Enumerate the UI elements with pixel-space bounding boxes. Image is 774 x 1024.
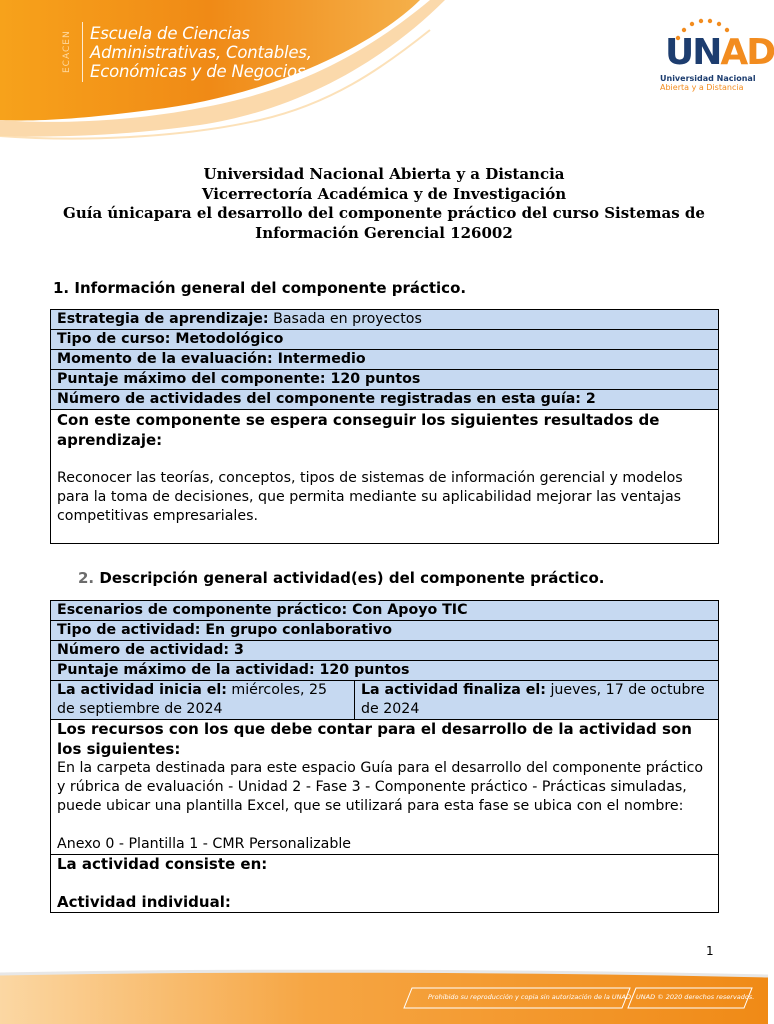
header-banner	[0, 0, 774, 150]
footer-copyright: UNAD © 2020 derechos reservados.	[636, 993, 755, 1001]
section-2-heading	[78, 569, 604, 587]
activities-count: Número de actividades del componente registradas en esta guía: 2	[57, 391, 596, 407]
banner-divider	[82, 22, 83, 82]
activity-number: Número de actividad: 3	[57, 642, 244, 658]
evaluation-moment: Momento de la evaluación: Intermedio	[57, 351, 366, 367]
course-type: Tipo de curso: Metodológico	[57, 331, 284, 347]
results-text: Reconocer las teorías, conceptos, tipos de sistemas de información gerencial y modelos para la toma de decisiones, que permita mediante su aplicabilidad mejorar las ventajas competitivas empresariales.	[57, 470, 683, 524]
logo-word-accent: AD	[720, 32, 774, 73]
results-heading: Con este componente se espera conseguir los siguientes resultados de aprendizaje:	[57, 411, 660, 449]
page-number: 1	[706, 944, 714, 958]
table-row	[51, 601, 718, 621]
table-row	[51, 410, 718, 543]
end-date-cell	[355, 681, 718, 719]
table-row	[51, 370, 718, 390]
start-value: miércoles, 25 de septiembre de 2024	[57, 682, 328, 717]
spacer	[57, 816, 712, 835]
resources-text: En la carpeta destinada para este espacio Guía para el desarrollo del componente práctico y rúbrica de evaluación - Unidad 2 - Fase 3 - Componente práctico - Prácticas simuladas, puede ubicar una plantilla Excel, que se utilizará para esta fase se ubica con el nombre:	[57, 760, 704, 814]
logo-subtitle-2: Abierta y a Distancia	[660, 83, 744, 92]
start-date-cell	[51, 681, 355, 719]
logo-word-main: UN	[665, 32, 721, 73]
end-label: La actividad finaliza el:	[361, 682, 546, 698]
section-2-title: Descripción general actividad(es) del componente práctico.	[99, 569, 605, 587]
unad-logo	[660, 18, 774, 98]
activity-description-table	[50, 600, 719, 913]
spacer	[57, 874, 712, 893]
table-row	[51, 661, 718, 681]
resources-heading: Los recursos con los que debe contar para el desarrollo de la actividad son los siguientes:	[57, 720, 692, 758]
scenarios: Escenarios de componente práctico: Con Apoyo TIC	[57, 602, 468, 618]
strategy-value: Basada en proyectos	[268, 311, 422, 327]
general-info-table	[50, 309, 719, 544]
table-row	[51, 720, 718, 855]
school-name	[90, 24, 312, 81]
start-label: La actividad inicia el:	[57, 682, 227, 698]
table-row	[51, 855, 718, 912]
school-name-line: Económicas y de Negocios	[90, 62, 306, 81]
end-value: jueves, 17 de octubre de 2024	[361, 682, 705, 717]
strategy-label: Estrategia de aprendizaje:	[57, 311, 269, 327]
individual-heading: Actividad individual:	[57, 893, 231, 911]
section-1-heading: 1. Información general del componente práctico.	[53, 279, 467, 297]
footer-notice: Prohibido su reproducción y copia sin autorización de la UNAD.	[428, 993, 634, 1001]
table-row	[51, 310, 718, 330]
section-2-number: 2.	[78, 569, 95, 587]
annex-name: Anexo 0 - Plantilla 1 - CMR Personalizable	[57, 836, 352, 852]
school-name-line: Escuela de Ciencias	[90, 24, 250, 43]
title-line: Información Gerencial 126002	[255, 223, 513, 242]
title-line: Guía únicapara el desarrollo del componente práctico del curso Sistemas de	[63, 204, 705, 222]
table-row	[51, 350, 718, 370]
table-row	[51, 330, 718, 350]
activity-max-score: Puntaje máximo de la actividad: 120 puntos	[57, 662, 410, 678]
table-row	[51, 681, 718, 720]
school-name-line: Administrativas, Contables,	[90, 43, 312, 62]
logo-subtitle-1: Universidad Nacional	[660, 74, 756, 83]
table-row	[51, 390, 718, 410]
title-line: Universidad Nacional Abierta y a Distancia	[203, 165, 565, 183]
consists-heading: La actividad consiste en:	[57, 855, 268, 873]
document-title	[40, 165, 728, 243]
component-max-score: Puntaje máximo del componente: 120 puntos	[57, 371, 421, 387]
logo-wordmark	[665, 32, 774, 73]
table-row	[51, 641, 718, 661]
title-line: Vicerrectoría Académica y de Investigación	[201, 184, 567, 203]
table-row	[51, 621, 718, 641]
activity-type: Tipo de actividad: En grupo conlaborativo	[57, 622, 392, 638]
ecacen-label: ECACEN	[62, 30, 72, 74]
